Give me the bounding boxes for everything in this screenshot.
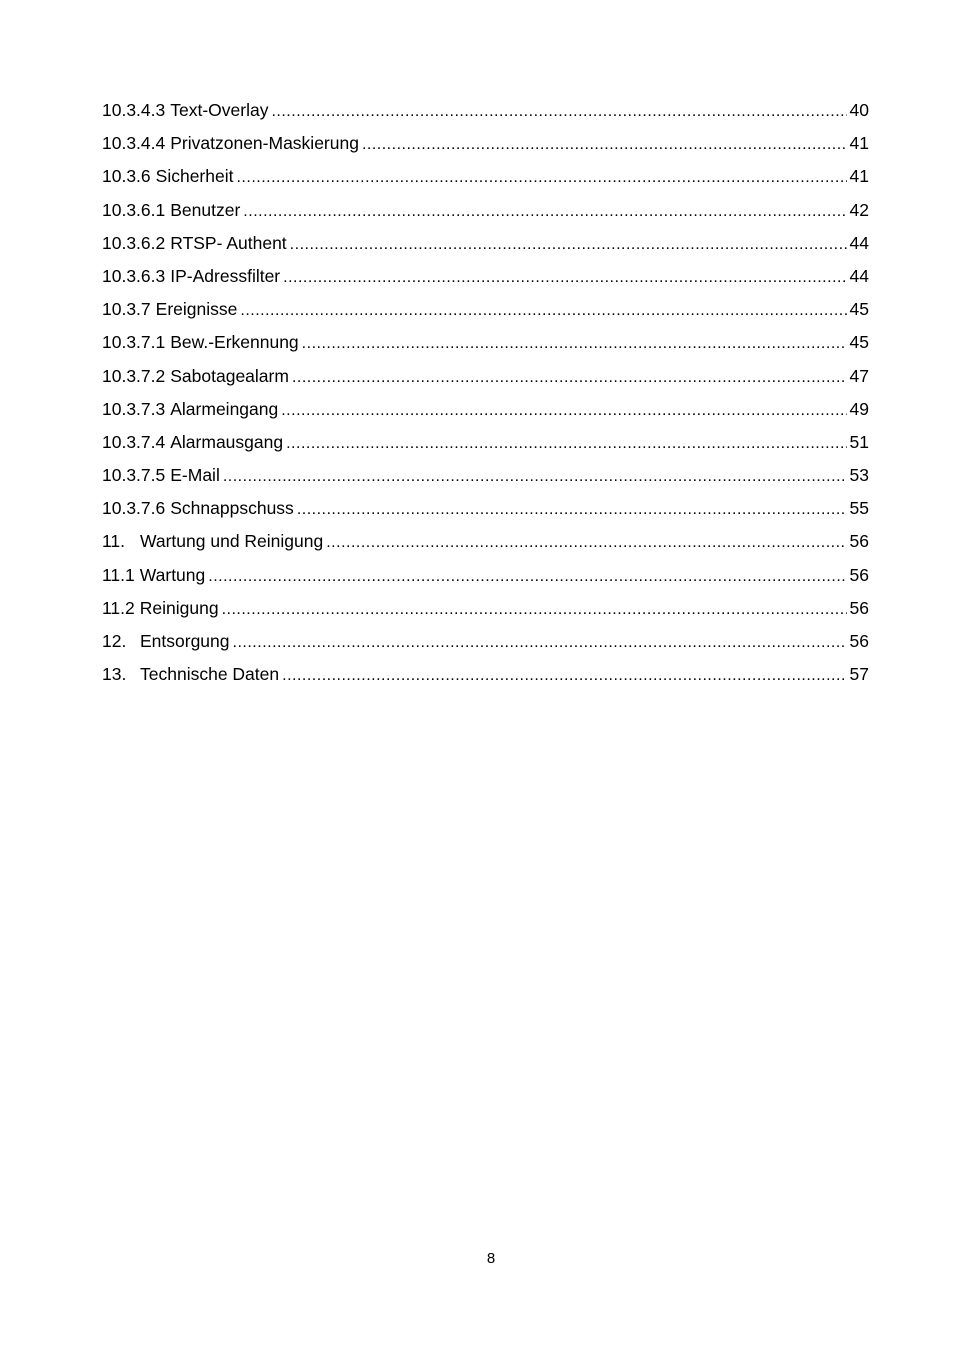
toc-entry-page: 51 bbox=[849, 431, 869, 452]
toc-entry-label: Alarmeingang bbox=[170, 398, 279, 419]
toc-entry-12[interactable] bbox=[102, 627, 869, 660]
toc-leader-dots bbox=[362, 131, 847, 159]
toc-leader-dots bbox=[302, 330, 847, 358]
toc-entry-number: 11.1 bbox=[102, 564, 135, 585]
toc-entry-10-3-7-1[interactable] bbox=[102, 328, 869, 361]
toc-entry-page: 55 bbox=[849, 498, 869, 519]
toc-leader-dots bbox=[286, 430, 846, 458]
toc-entry-title bbox=[102, 96, 271, 124]
toc-entry-page: 53 bbox=[849, 465, 869, 486]
toc-entry-label: Ereignisse bbox=[155, 299, 238, 320]
toc-entry-10-3-7[interactable] bbox=[102, 295, 869, 328]
toc-entry-10-3-7-6[interactable] bbox=[102, 494, 869, 527]
toc-entry-number: 10.3.4.4 bbox=[102, 133, 166, 154]
toc-entry-11-2[interactable] bbox=[102, 594, 869, 627]
toc-entry-number: 10.3.7.1 bbox=[102, 332, 166, 353]
toc-entry-10-3-7-5[interactable] bbox=[102, 461, 869, 494]
toc-entry-number: 10.3.4.3 bbox=[102, 100, 166, 120]
toc-entry-page: 45 bbox=[849, 299, 869, 320]
toc-entry-page: 44 bbox=[849, 232, 869, 253]
toc-entry-title bbox=[102, 428, 286, 456]
toc-entry-title bbox=[102, 395, 281, 423]
toc-entry-number: 11. bbox=[102, 531, 126, 552]
table-of-contents bbox=[102, 96, 869, 693]
toc-entry-label: RTSP- Authent bbox=[170, 232, 287, 253]
toc-entry-page: 56 bbox=[849, 597, 869, 618]
toc-entry-page: 49 bbox=[849, 398, 869, 419]
toc-leader-dots bbox=[233, 629, 847, 657]
toc-entry-title bbox=[102, 196, 243, 224]
toc-entry-10-3-6[interactable] bbox=[102, 162, 869, 195]
toc-entry-10-3-7-2[interactable] bbox=[102, 362, 869, 395]
toc-entry-number: 10.3.6 bbox=[102, 166, 151, 187]
toc-entry-title bbox=[102, 162, 236, 190]
toc-entry-number: 10.3.7.2 bbox=[102, 365, 166, 386]
toc-entry-title bbox=[102, 660, 282, 688]
toc-entry-title bbox=[102, 594, 222, 622]
toc-entry-page: 41 bbox=[849, 133, 869, 154]
toc-entry-number: 10.3.6.1 bbox=[102, 199, 166, 220]
toc-entry-page: 44 bbox=[849, 265, 869, 286]
toc-leader-dots bbox=[208, 563, 846, 591]
toc-entry-title bbox=[102, 229, 290, 257]
toc-leader-dots bbox=[283, 264, 846, 292]
toc-entry-label: Wartung bbox=[139, 564, 206, 585]
toc-entry-number: 10.3.6.2 bbox=[102, 232, 166, 253]
toc-leader-dots bbox=[243, 198, 846, 226]
toc-entry-title bbox=[102, 129, 362, 157]
toc-entry-number: 10.3.7 bbox=[102, 299, 151, 320]
toc-entry-11[interactable] bbox=[102, 527, 869, 560]
toc-entry-title bbox=[102, 362, 292, 390]
toc-leader-dots bbox=[282, 662, 846, 690]
toc-entry-page: 47 bbox=[849, 365, 869, 386]
toc-entry-number: 10.3.7.4 bbox=[102, 431, 166, 452]
toc-leader-dots bbox=[292, 364, 847, 392]
toc-entry-13[interactable] bbox=[102, 660, 869, 693]
toc-entry-11-1[interactable] bbox=[102, 561, 869, 594]
toc-leader-dots bbox=[223, 463, 847, 491]
toc-entry-page: 57 bbox=[849, 664, 869, 685]
toc-entry-10-3-6-2[interactable] bbox=[102, 229, 869, 262]
toc-leader-dots bbox=[290, 231, 847, 259]
toc-entry-10-3-6-3[interactable] bbox=[102, 262, 869, 295]
toc-entry-label: Privatzonen-Maskierung bbox=[170, 133, 359, 154]
toc-entry-label: Wartung und Reinigung bbox=[140, 531, 324, 552]
toc-leader-dots bbox=[326, 529, 846, 557]
toc-entry-title bbox=[102, 561, 208, 589]
toc-entry-title bbox=[102, 295, 240, 323]
toc-leader-dots bbox=[222, 596, 847, 624]
toc-entry-number: 10.3.7.6 bbox=[102, 498, 166, 519]
toc-leader-dots bbox=[240, 297, 846, 325]
toc-entry-label: Reinigung bbox=[139, 597, 219, 618]
toc-entry-label: Entsorgung bbox=[140, 631, 230, 651]
toc-leader-dots bbox=[281, 397, 846, 425]
toc-entry-label: Alarmausgang bbox=[170, 431, 284, 452]
toc-entry-number: 10.3.7.5 bbox=[102, 465, 166, 486]
toc-leader-dots bbox=[236, 164, 846, 192]
toc-entry-number: 13. bbox=[102, 664, 127, 685]
toc-entry-number: 12. bbox=[102, 631, 127, 651]
toc-entry-label: Schnappschuss bbox=[170, 498, 294, 519]
toc-entry-label: IP-Adressfilter bbox=[170, 265, 281, 286]
toc-entry-10-3-4-4[interactable] bbox=[102, 129, 869, 162]
toc-entry-label: Sicherheit bbox=[155, 166, 234, 187]
toc-entry-title bbox=[102, 627, 233, 655]
toc-entry-10-3-7-3[interactable] bbox=[102, 395, 869, 428]
toc-entry-title bbox=[102, 527, 326, 555]
toc-entry-10-3-4-3[interactable] bbox=[102, 96, 869, 129]
toc-entry-label: Technische Daten bbox=[140, 664, 280, 685]
toc-entry-number: 10.3.6.3 bbox=[102, 265, 166, 286]
toc-entry-page: 42 bbox=[849, 199, 869, 220]
toc-entry-label: E-Mail bbox=[170, 465, 220, 486]
toc-entry-title bbox=[102, 328, 302, 356]
toc-entry-10-3-7-4[interactable] bbox=[102, 428, 869, 461]
toc-entry-page: 41 bbox=[849, 166, 869, 187]
toc-entry-page: 45 bbox=[849, 332, 869, 353]
toc-entry-label: Sabotagealarm bbox=[170, 365, 289, 386]
toc-entry-number: 10.3.7.3 bbox=[102, 398, 166, 419]
toc-leader-dots bbox=[297, 496, 847, 524]
toc-entry-title bbox=[102, 461, 223, 489]
toc-entry-title bbox=[102, 262, 283, 290]
toc-entry-page: 40 bbox=[849, 100, 869, 120]
toc-entry-label: Bew.-Erkennung bbox=[170, 332, 299, 353]
toc-entry-page: 56 bbox=[849, 631, 869, 651]
toc-entry-page: 56 bbox=[849, 564, 869, 585]
page-number: 8 bbox=[486, 1250, 496, 1267]
toc-entry-label: Benutzer bbox=[170, 199, 241, 220]
toc-entry-label: Text-Overlay bbox=[170, 100, 269, 120]
toc-entry-title bbox=[102, 494, 297, 522]
toc-entry-10-3-6-1[interactable] bbox=[102, 196, 869, 229]
toc-entry-page: 56 bbox=[849, 531, 869, 552]
toc-entry-number: 11.2 bbox=[102, 597, 135, 618]
toc-leader-dots bbox=[271, 98, 846, 126]
